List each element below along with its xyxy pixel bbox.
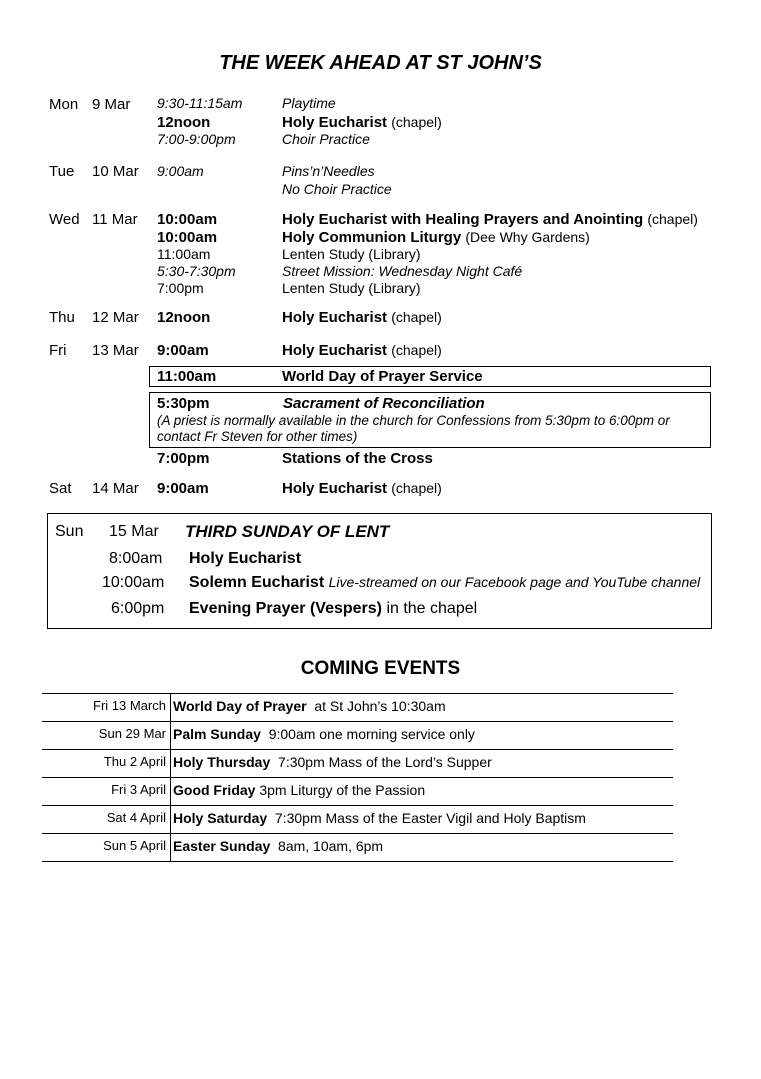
event-title: Lenten Study (Library) bbox=[282, 280, 421, 296]
event-date: Thu 2 April bbox=[103, 754, 166, 769]
page-title: THE WEEK AHEAD AT ST JOHN’S bbox=[219, 52, 542, 74]
event-time: 12noon bbox=[157, 114, 211, 131]
column-divider bbox=[170, 805, 171, 833]
event-date: Sun 5 April bbox=[103, 838, 166, 853]
event-note: (A priest is normally available in the church for Confessions from 5:30pm to 6:00pm or bbox=[157, 413, 670, 428]
event-time: 10:00am bbox=[102, 574, 165, 591]
event-time: 10:00am bbox=[157, 229, 218, 246]
event-time: 9:00am bbox=[157, 480, 209, 497]
column-divider bbox=[170, 721, 171, 749]
event-time: 6:00pm bbox=[111, 600, 165, 617]
day-label: Thu bbox=[49, 309, 75, 326]
event-title: Lenten Study (Library) bbox=[282, 246, 421, 262]
event-title: Street Mission: Wednesday Night Café bbox=[282, 263, 523, 279]
event-time: 9:00am bbox=[157, 163, 204, 179]
event-note: contact Fr Steven for other times) bbox=[157, 429, 358, 444]
day-label: Wed bbox=[49, 211, 80, 228]
day-label: Sat bbox=[49, 480, 72, 497]
event-time: 7:00-9:00pm bbox=[157, 131, 236, 147]
event-time: 9:30-11:15am bbox=[157, 95, 243, 111]
event-title: Holy Eucharist bbox=[189, 550, 302, 567]
event-date: Sat 4 April bbox=[106, 810, 166, 825]
column-divider bbox=[170, 777, 171, 805]
day-label: Mon bbox=[49, 96, 79, 113]
event-title: Holy Eucharist with Healing Prayers and Anointing (chapel) bbox=[282, 211, 698, 228]
day-label: Fri bbox=[49, 342, 67, 359]
event-title: World Day of Prayer Service bbox=[282, 368, 483, 385]
day-label: Tue bbox=[49, 163, 75, 180]
day-label: Sun bbox=[55, 523, 84, 540]
event-date: Sun 29 Mar bbox=[98, 726, 166, 741]
coming-events-heading: COMING EVENTS bbox=[300, 658, 461, 679]
event-time: 11:00am bbox=[157, 368, 217, 385]
table-row bbox=[42, 805, 673, 834]
event-description: Easter Sunday 8am, 10am, 6pm bbox=[173, 838, 384, 854]
event-title: Holy Eucharist (chapel) bbox=[282, 342, 442, 359]
table-row bbox=[42, 749, 673, 778]
event-description: World Day of Prayer at St John’s 10:30am bbox=[173, 698, 446, 714]
event-title: Holy Communion Liturgy (Dee Why Gardens) bbox=[282, 229, 590, 246]
table-row bbox=[42, 693, 673, 722]
event-title: Stations of the Cross bbox=[282, 450, 433, 467]
event-title: Solemn Eucharist Live-streamed on our Facebook page and YouTube channel bbox=[189, 574, 701, 591]
event-date: Fri 13 March bbox=[93, 698, 166, 713]
event-title: Holy Eucharist (chapel) bbox=[282, 114, 442, 131]
event-time: 5:30pm bbox=[157, 395, 210, 412]
event-time: 7:00pm bbox=[157, 450, 210, 467]
event-description: Palm Sunday 9:00am one morning service only bbox=[173, 726, 475, 742]
date-label: 12 Mar bbox=[92, 309, 139, 326]
event-title: Sacrament of Reconciliation bbox=[283, 395, 485, 412]
table-row bbox=[42, 833, 673, 862]
event-title: Holy Eucharist (chapel) bbox=[282, 480, 442, 497]
event-time: 5:30-7:30pm bbox=[157, 263, 236, 279]
event-time: 10:00am bbox=[157, 211, 218, 228]
date-label: 10 Mar bbox=[92, 163, 139, 180]
sunday-heading: THIRD SUNDAY OF LENT bbox=[185, 522, 390, 541]
date-label: 15 Mar bbox=[109, 523, 159, 540]
event-description: Holy Thursday 7:30pm Mass of the Lord’s Supper bbox=[173, 754, 492, 770]
column-divider bbox=[170, 833, 171, 861]
event-time: 7:00pm bbox=[157, 280, 204, 296]
column-divider bbox=[170, 693, 171, 721]
event-title: Choir Practice bbox=[282, 131, 370, 147]
event-title: Playtime bbox=[282, 95, 336, 111]
event-description: Good Friday 3pm Liturgy of the Passion bbox=[173, 782, 426, 798]
event-title: No Choir Practice bbox=[282, 181, 392, 197]
column-divider bbox=[170, 749, 171, 777]
event-title: Pins’n’Needles bbox=[282, 163, 375, 179]
date-label: 11 Mar bbox=[92, 211, 138, 228]
event-time: 11:00am bbox=[157, 246, 211, 262]
date-label: 14 Mar bbox=[92, 480, 139, 497]
event-time: 9:00am bbox=[157, 342, 209, 359]
event-title: Evening Prayer (Vespers) in the chapel bbox=[189, 600, 478, 617]
table-row bbox=[42, 777, 673, 806]
date-label: 13 Mar bbox=[92, 342, 139, 359]
event-date: Fri 3 April bbox=[111, 782, 166, 797]
date-label: 9 Mar bbox=[92, 96, 131, 113]
event-time: 8:00am bbox=[109, 550, 163, 567]
event-title: Holy Eucharist (chapel) bbox=[282, 309, 442, 326]
event-description: Holy Saturday 7:30pm Mass of the Easter Vigil and Holy Baptism bbox=[173, 810, 586, 826]
table-row bbox=[42, 721, 673, 750]
event-time: 12noon bbox=[157, 309, 211, 326]
